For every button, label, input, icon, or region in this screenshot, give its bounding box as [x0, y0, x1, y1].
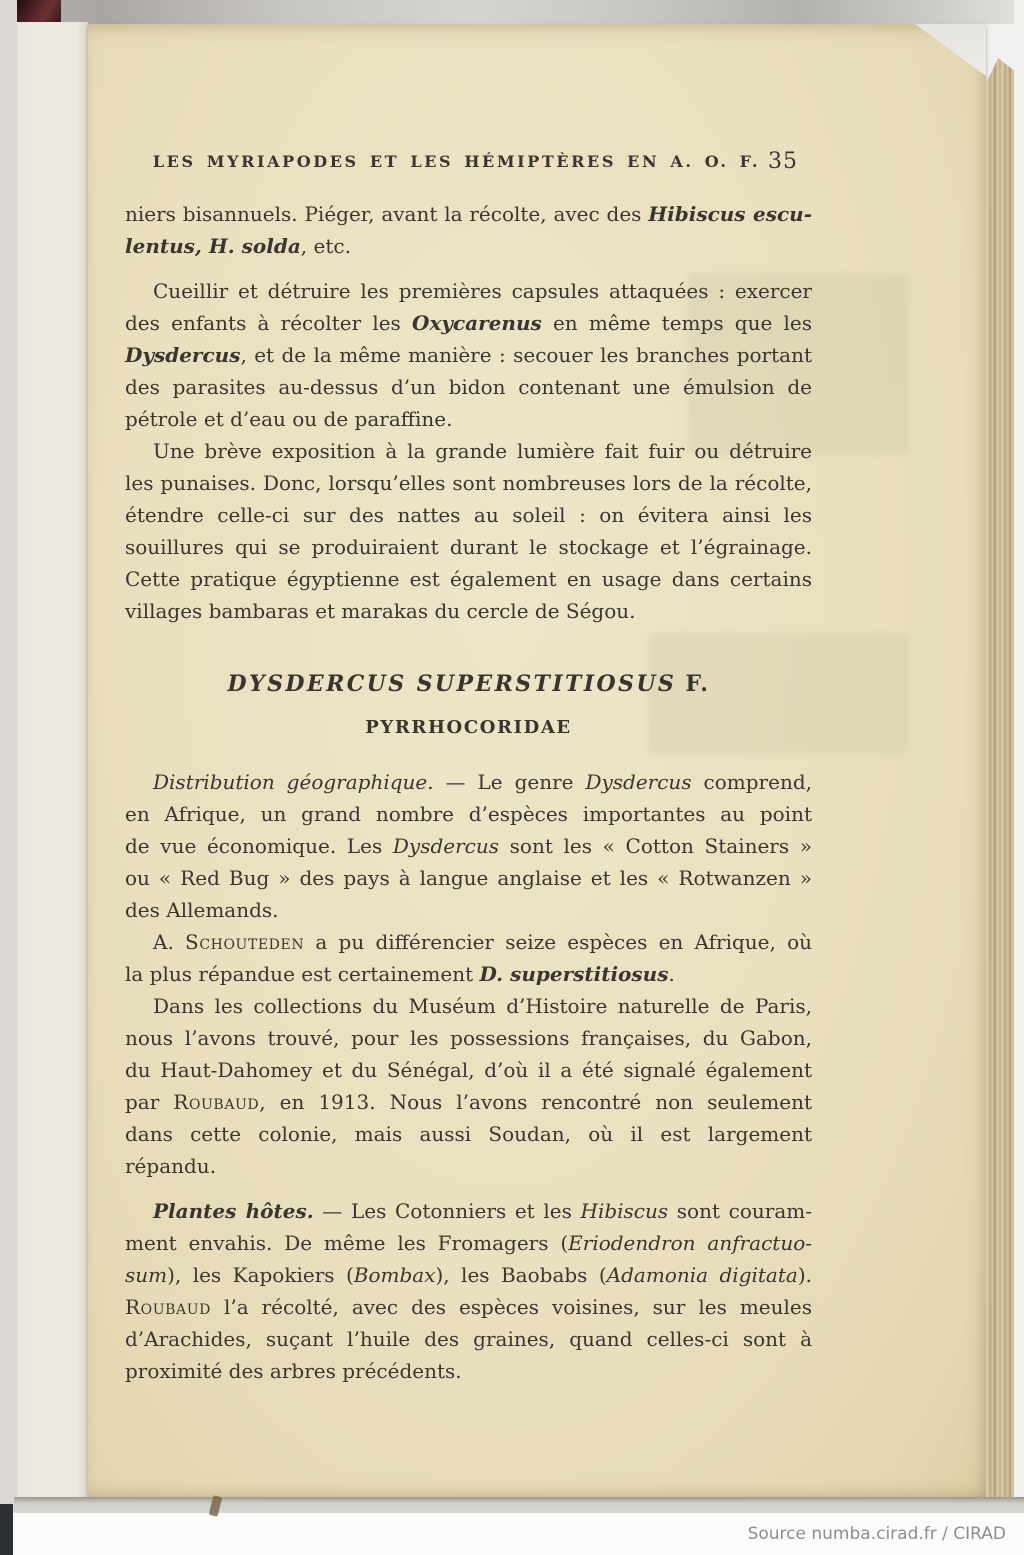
paragraph [125, 275, 812, 435]
text-line [125, 1291, 812, 1323]
text-line [125, 1086, 812, 1118]
left-margin-strip [0, 0, 17, 1555]
text-run: Hibiscus [580, 1199, 669, 1223]
text-line [125, 926, 812, 958]
text-run: A. [153, 930, 186, 954]
top-shadow-band [0, 0, 1024, 24]
text-run: en même temps que les [541, 311, 812, 335]
text-line [125, 563, 812, 595]
text-run: Hibiscus escu- [648, 202, 812, 226]
family-heading: PYRRHOCORIDAE [365, 717, 572, 738]
text-line [125, 1355, 812, 1387]
text-run: Roubaud [125, 1295, 211, 1319]
text-line [125, 531, 812, 563]
text-line [125, 958, 812, 990]
text-run: Une brève exposition à la grande lumière fait fuir ou détruire [153, 439, 812, 463]
text-run: Schouteden [185, 930, 305, 954]
text-line [125, 595, 812, 627]
text-line [125, 230, 812, 262]
paragraph [125, 198, 812, 262]
text-line [125, 275, 812, 307]
text-run: ment envahis. De même les Fromagers ( [125, 1231, 569, 1255]
text-run: Dans les collections du Muséum d’Histoire naturelle de Paris, [153, 994, 812, 1018]
paragraph [125, 990, 812, 1182]
bottom-dark-mark [0, 1504, 13, 1555]
text-run: Distribution géographique. [153, 770, 434, 794]
text-run: Dysdercus [392, 834, 500, 858]
book-cover-corner [17, 0, 61, 23]
text-line [125, 1054, 812, 1086]
text-line [125, 1323, 812, 1355]
page-edge-stack [986, 58, 1016, 1498]
text-run: des enfants à récolter les [125, 311, 413, 335]
text-line [125, 435, 812, 467]
text-run: Dysdercus [585, 770, 692, 794]
text-line [125, 894, 812, 926]
text-run: des parasites au-dessus d’un bidon contenant une émulsion de [125, 375, 812, 399]
text-line [125, 467, 812, 499]
text-line [125, 1195, 812, 1227]
text-run: Cueillir et détruire les premières capsules attaquées : exercer [153, 279, 812, 303]
text-run: Roubaud [173, 1090, 260, 1114]
text-run: d’Arachides, suçant l’huile des graines, quand celles-ci sont à [125, 1327, 812, 1351]
paragraph [125, 435, 812, 627]
text-run: . [668, 962, 675, 986]
page-bottom-shadow [14, 1497, 1024, 1514]
text-line [125, 798, 812, 830]
text-run: du Haut-Dahomey et du Sénégal, d’où il a été signalé également [125, 1058, 812, 1082]
text-run: sum [125, 1263, 168, 1287]
text-run: sont les « Cotton Stainers » [499, 834, 813, 858]
text-run: — Le genre [433, 770, 586, 794]
text-run: ou « Red Bug » des pays à langue anglaise et les « Rotwanzen » [125, 866, 812, 890]
text-line [125, 1259, 812, 1291]
body-text [125, 198, 812, 1387]
page-header [125, 149, 812, 176]
text-run: Oxycarenus [412, 311, 542, 335]
text-line [125, 403, 812, 435]
text-line [125, 862, 812, 894]
text-run: en Afrique, un grand nombre d’espèces importantes au point [125, 802, 812, 826]
text-run: des Allemands. [125, 898, 279, 922]
species-heading [125, 669, 812, 699]
text-line [125, 766, 812, 798]
text-run: — Les Cotonniers et les [313, 1199, 581, 1223]
text-run: , etc. [300, 234, 351, 258]
text-run: dans cette colonie, mais aussi Soudan, où il est largement [125, 1122, 812, 1146]
text-run: proximité des arbres précédents. [125, 1359, 462, 1383]
text-run: de vue économique. Les [125, 834, 393, 858]
book-page [88, 24, 986, 1497]
paragraph [125, 766, 812, 926]
text-line [125, 830, 812, 862]
species-name: DYSDERCUS SUPERSTITIOSUS [227, 671, 677, 697]
paragraph [125, 1195, 812, 1387]
source-credit: Source numba.cirad.fr / CIRAD [747, 1524, 1006, 1544]
text-run: , en 1913. Nous l’avons rencontré non seulement [259, 1090, 812, 1114]
right-margin-strip [1014, 0, 1024, 1555]
text-run: Adamonia digitata [606, 1263, 798, 1287]
text-run: Plantes hôtes. [153, 1199, 314, 1223]
text-run: D. superstitiosus [479, 962, 669, 986]
text-line [125, 1022, 812, 1054]
text-line [125, 1227, 812, 1259]
text-line [125, 1150, 812, 1182]
running-title: LES MYRIAPODES ET LES HÉMIPTÈRES EN A. O. F. [152, 152, 761, 171]
page-number: 35 [768, 149, 798, 174]
text-run: ). [797, 1263, 812, 1287]
page-content [125, 24, 812, 1387]
text-run: Cette pratique égyptienne est également en usage dans certains [125, 567, 812, 591]
under-page-edge [17, 22, 88, 1498]
text-run: Dysdercus [125, 343, 241, 367]
text-line [125, 307, 812, 339]
text-run: Bombax [353, 1263, 436, 1287]
species-author-abbrev: F. [676, 671, 710, 697]
text-line [125, 1118, 812, 1150]
text-run: a pu différencier seize espèces en Afrique, où [304, 930, 812, 954]
text-line [125, 339, 812, 371]
text-run: étendre celle-ci sur des nattes au soleil : on évitera ainsi les [125, 503, 812, 527]
text-run: souillures qui se produiraient durant le stockage et l’égrainage. [125, 535, 812, 559]
text-run: lentus, H. solda [125, 234, 301, 258]
text-line [125, 371, 812, 403]
text-run: Eriodendron anfractuo- [568, 1231, 812, 1255]
text-line [125, 198, 812, 230]
text-line [125, 990, 812, 1022]
text-run: villages bambaras et marakas du cercle de Ségou. [125, 599, 636, 623]
text-run: niers bisannuels. Piéger, avant la récolte, avec des [125, 202, 649, 226]
text-run: ), les Kapokiers ( [167, 1263, 354, 1287]
text-run: sont couram- [668, 1199, 812, 1223]
text-run: nous l’avons trouvé, pour les possessions françaises, du Gabon, [125, 1026, 812, 1050]
text-run: ), les Baobabs ( [435, 1263, 607, 1287]
text-run: comprend, [691, 770, 812, 794]
text-run: l’a récolté, avec des espèces voisines, sur les meules [210, 1295, 812, 1319]
text-run: par [125, 1090, 174, 1114]
text-run: la plus répandue est certainement [125, 962, 480, 986]
text-run: répandu. [125, 1154, 217, 1178]
paragraph [125, 926, 812, 990]
text-run: , et de la même manière : secouer les branches portant [240, 343, 812, 367]
text-run: pétrole et d’eau ou de paraffine. [125, 407, 453, 431]
text-line [125, 499, 812, 531]
text-run: les punaises. Donc, lorsqu’elles sont nombreuses lors de la récolte, [125, 471, 812, 495]
